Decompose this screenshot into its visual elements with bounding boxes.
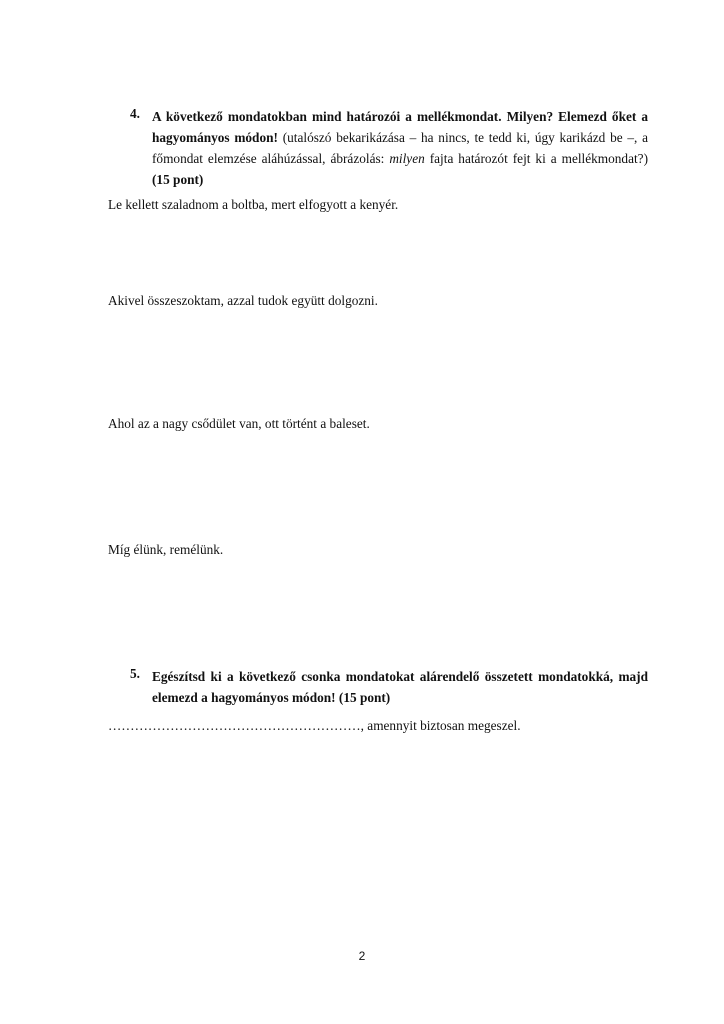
task-4-instr-italic: milyen (389, 151, 425, 166)
task-4-instr-b: fajta határozót fejt ki a mellékmondat?) (424, 151, 648, 166)
task-4-points: (15 pont) (152, 172, 204, 187)
task-5-number: 5. (130, 666, 140, 681)
task-4-sentence-1: Le kellett szaladnom a boltba, mert elfogyott a kenyér. (108, 197, 399, 212)
task-4-sentence-4: Míg élünk, remélünk. (108, 542, 224, 557)
task-5-sentence-1: …………………………………………………, amennyit biztosan megeszel. (108, 718, 521, 733)
task-5 (108, 666, 648, 708)
task-4-sentence-3: Ahol az a nagy csődület van, ott történt a baleset. (108, 416, 370, 431)
task-4-instructions (152, 106, 648, 190)
task-5-instructions: Egészítsd ki a következő csonka mondatokat alárendelő összetett mondatokká, majd elemezd a hagyományos módon! (15 pont) (152, 669, 648, 705)
task-4 (108, 106, 648, 190)
task-4-intro: A következő mondatokban mind határozói a mellékmondat. Milyen? Elemezd őket a hagyományos módon! (152, 109, 648, 145)
page-number: 2 (358, 949, 366, 963)
task-4-number: 4. (130, 106, 140, 121)
task-4-sentence-2: Akivel összeszoktam, azzal tudok együtt dolgozni. (108, 293, 378, 308)
task-4-instr-a: (utalószó bekarikázása – ha nincs, te tedd ki, úgy karikázd be –, a főmondat elemzése aláhúzással, ábrázolás: (152, 130, 649, 166)
